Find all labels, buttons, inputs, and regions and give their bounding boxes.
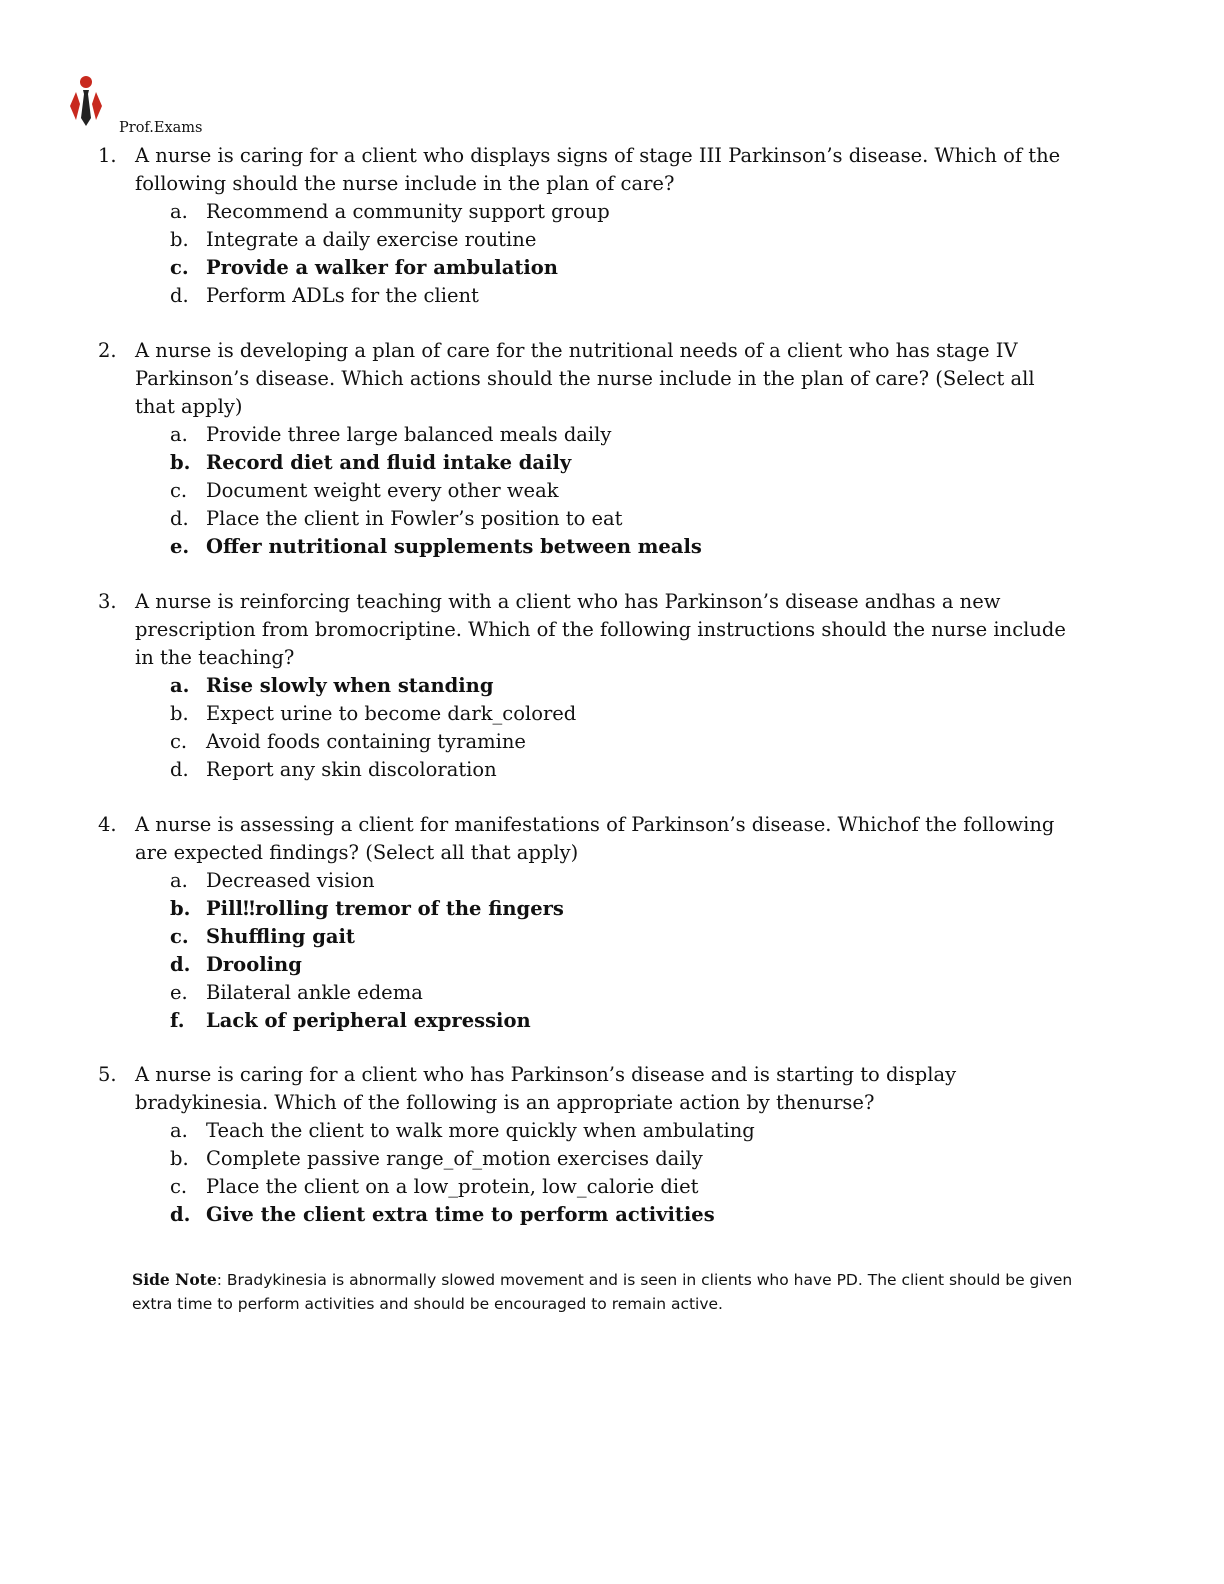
option[interactable] xyxy=(170,895,1078,923)
option[interactable] xyxy=(170,867,1078,895)
option-letter: a. xyxy=(170,423,188,446)
option-text: Report any skin discoloration xyxy=(206,758,497,781)
option[interactable] xyxy=(170,1117,1078,1145)
question-number: 2. xyxy=(98,339,117,362)
option-letter: f. xyxy=(170,1009,185,1032)
option-letter: c. xyxy=(170,1175,188,1198)
option-letter: d. xyxy=(170,758,189,781)
option-letter: c. xyxy=(170,479,188,502)
option-text: Record diet and fluid intake daily xyxy=(206,451,572,474)
question-text: A nurse is assessing a client for manifestations of Parkinson’s disease. Whichof the following are expected findings? (Select all that apply) xyxy=(135,813,1055,864)
options-list xyxy=(170,672,1078,784)
option[interactable] xyxy=(170,421,1078,449)
option[interactable] xyxy=(170,254,1078,282)
option-text: Perform ADLs for the client xyxy=(206,284,479,307)
option-text: Rise slowly when standing xyxy=(206,674,494,697)
option-text: Provide three large balanced meals daily xyxy=(206,423,612,446)
option-text: Bilateral ankle edema xyxy=(206,981,423,1004)
question-text: A nurse is reinforcing teaching with a client who has Parkinson’s disease andhas a new prescription from bromocriptine. Which of the following instructions should the nurse include in the teaching? xyxy=(135,590,1066,669)
side-note-text: : Bradykinesia is abnormally slowed movement and is seen in clients who have PD. The client should be given extra time to perform activities and should be encouraged to remain active. xyxy=(132,1271,1073,1313)
option[interactable] xyxy=(170,198,1078,226)
option-text: Drooling xyxy=(206,953,302,976)
question-text: A nurse is developing a plan of care for the nutritional needs of a client who has stage IV Parkinson’s disease. Which actions should the nurse include in the plan of care? (Select all that apply) xyxy=(135,339,1035,418)
option[interactable] xyxy=(170,1201,1078,1229)
option-letter: d. xyxy=(170,1203,191,1226)
option-text: Teach the client to walk more quickly when ambulating xyxy=(206,1119,755,1142)
side-note-label: Side Note xyxy=(132,1270,217,1289)
question-text: A nurse is caring for a client who has Parkinson’s disease and is starting to display bradykinesia. Which of the following is an appropriate action by thenurse? xyxy=(135,1063,957,1114)
side-note xyxy=(132,1268,1112,1316)
option[interactable] xyxy=(170,533,1078,561)
option-text: Give the client extra time to perform activities xyxy=(206,1203,715,1226)
option[interactable] xyxy=(170,282,1078,310)
option-letter: b. xyxy=(170,228,189,251)
option-letter: c. xyxy=(170,925,189,948)
profexams-logo-icon xyxy=(66,74,106,134)
option[interactable] xyxy=(170,505,1078,533)
option-text: Complete passive range_of_motion exercises daily xyxy=(206,1147,703,1170)
option-letter: a. xyxy=(170,674,190,697)
option-text: Avoid foods containing tyramine xyxy=(206,730,526,753)
brand-name: Prof.Exams xyxy=(119,120,203,136)
option-text: Offer nutritional supplements between meals xyxy=(206,535,702,558)
option[interactable] xyxy=(170,1173,1078,1201)
option[interactable] xyxy=(170,477,1078,505)
question-3 xyxy=(98,588,1078,784)
option-text: Expect urine to become dark_colored xyxy=(206,702,577,725)
option[interactable] xyxy=(170,226,1078,254)
option[interactable] xyxy=(170,923,1078,951)
option-text: Integrate a daily exercise routine xyxy=(206,228,537,251)
options-list xyxy=(170,198,1078,310)
option-text: Pill‼rolling tremor of the fingers xyxy=(206,897,564,920)
option-letter: c. xyxy=(170,256,189,279)
option-text: Shuffling gait xyxy=(206,925,355,948)
question-number: 3. xyxy=(98,590,117,613)
option[interactable] xyxy=(170,1007,1078,1035)
question-4 xyxy=(98,811,1078,1035)
options-list xyxy=(170,421,1078,561)
option-letter: d. xyxy=(170,953,191,976)
option-letter: b. xyxy=(170,451,191,474)
option-letter: e. xyxy=(170,535,190,558)
option-text: Provide a walker for ambulation xyxy=(206,256,558,279)
option[interactable] xyxy=(170,1145,1078,1173)
option-text: Lack of peripheral expression xyxy=(206,1009,531,1032)
options-list xyxy=(170,1117,1078,1229)
option-letter: a. xyxy=(170,869,188,892)
question-number: 5. xyxy=(98,1063,117,1086)
option[interactable] xyxy=(170,728,1078,756)
option[interactable] xyxy=(170,979,1078,1007)
option-text: Document weight every other weak xyxy=(206,479,559,502)
question-5 xyxy=(98,1061,1078,1229)
option-letter: a. xyxy=(170,1119,188,1142)
option-letter: b. xyxy=(170,897,191,920)
question-number: 1. xyxy=(98,144,117,167)
option-letter: d. xyxy=(170,284,189,307)
option-letter: e. xyxy=(170,981,188,1004)
option[interactable] xyxy=(170,672,1078,700)
option-letter: b. xyxy=(170,1147,189,1170)
option-letter: c. xyxy=(170,730,188,753)
option-letter: d. xyxy=(170,507,189,530)
option-letter: a. xyxy=(170,200,188,223)
question-text: A nurse is caring for a client who displays signs of stage III Parkinson’s disease. Which of the following should the nurse include in the plan of care? xyxy=(135,144,1061,195)
option-text: Place the client in Fowler’s position to eat xyxy=(206,507,623,530)
option[interactable] xyxy=(170,756,1078,784)
option-text: Decreased vision xyxy=(206,869,375,892)
option[interactable] xyxy=(170,700,1078,728)
question-2 xyxy=(98,337,1078,561)
options-list xyxy=(170,867,1078,1035)
option-text: Place the client on a low_protein, low_calorie diet xyxy=(206,1175,699,1198)
option[interactable] xyxy=(170,951,1078,979)
question-number: 4. xyxy=(98,813,117,836)
option-letter: b. xyxy=(170,702,189,725)
option[interactable] xyxy=(170,449,1078,477)
question-1 xyxy=(98,142,1078,310)
option-text: Recommend a community support group xyxy=(206,200,610,223)
